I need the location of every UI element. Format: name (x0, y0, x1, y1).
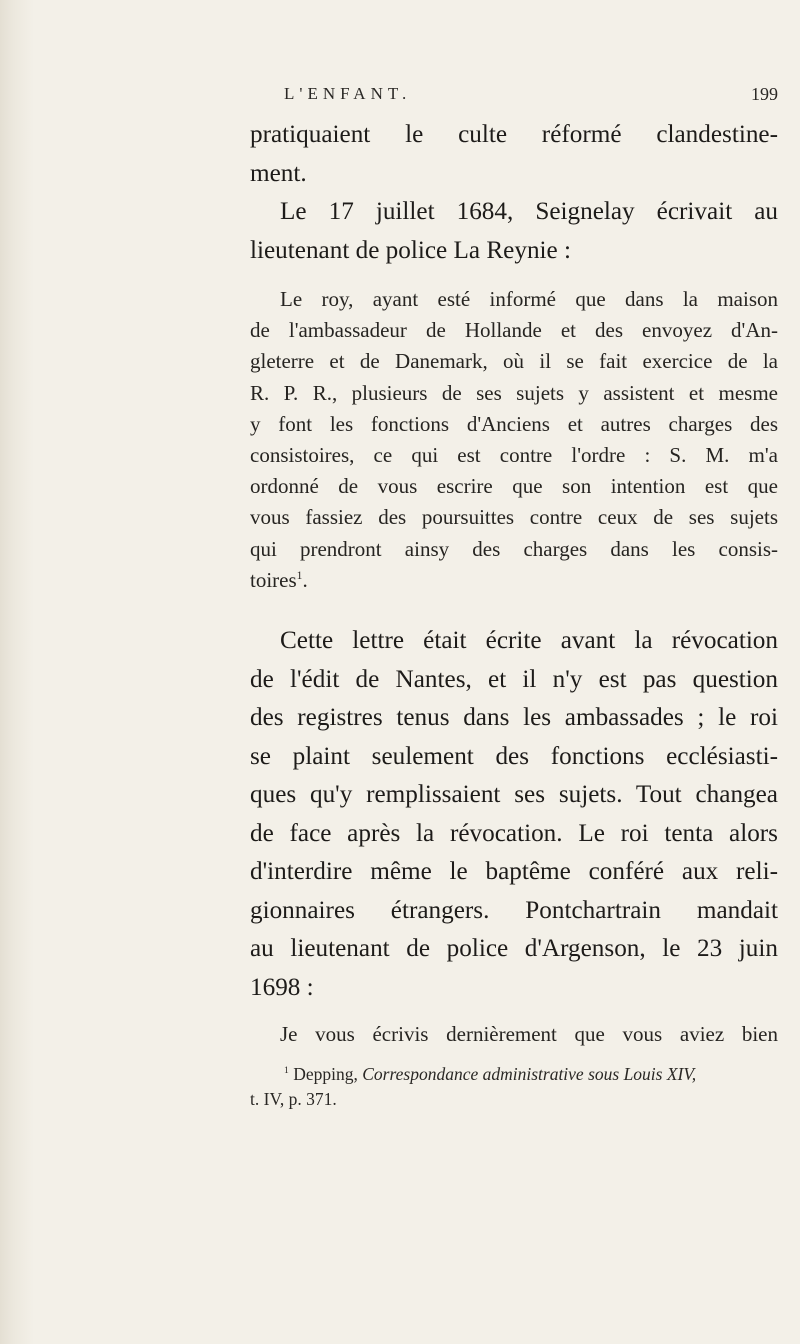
quote-line: Le roy, ayant esté informé que dans la maison (280, 287, 778, 311)
text-line: de l'édit de Nantes, et il n'y est pas question (250, 665, 778, 693)
text-line: se plaint seulement des fonctions ecclésiasti- (250, 742, 778, 770)
quote-line: vous fassiez des poursuittes contre ceux de ses sujets (250, 505, 778, 530)
text-line: 1698 : (250, 973, 314, 1001)
book-spine-shadow (0, 0, 34, 1344)
quote-line: de l'ambassadeur de Hollande et des envoyez d'An- (250, 318, 778, 343)
text-line: d'interdire même le baptême conféré aux reli- (250, 858, 778, 886)
quote-line: consistoires, ce qui est contre l'ordre : S. M. m'a (250, 443, 778, 468)
block-quote-letter (250, 284, 778, 596)
footnote-line (250, 1062, 778, 1087)
footnote-title: Correspondance administrative sous Louis XIV, (362, 1064, 697, 1085)
quote-line: R. P. R., plusieurs de ses sujets y assistent et mesme (250, 380, 778, 405)
running-head: L'ENFANT. (284, 84, 412, 103)
quote-end-punct: . (302, 567, 308, 592)
footnote-line: t. IV, p. 371. (250, 1089, 337, 1110)
block-quote-pontchartrain (250, 1019, 778, 1050)
text-line: ment. (250, 159, 307, 187)
footnote-marker: 1 (284, 1065, 289, 1077)
quote-line-last (250, 565, 778, 596)
quote-line: ordonné de vous escrire que son intention est que (250, 474, 778, 499)
quote-line: qui prendront ainsy des charges dans les consis- (250, 536, 778, 561)
book-page (250, 84, 778, 1112)
quote-line: gleterre et de Danemark, où il se fait exercice de la (250, 349, 778, 374)
text-line: des registres tenus dans les ambassades ; le roi (250, 704, 778, 732)
text-line: gionnaires étrangers. Pontchartrain mandait (250, 896, 778, 924)
text-line: ques qu'y remplissaient ses sujets. Tout changea (250, 781, 778, 809)
footnote (250, 1062, 778, 1112)
text-line: pratiquaient le culte réformé clandestine- (250, 121, 778, 148)
paragraph-revocation (250, 622, 778, 1007)
paragraph-seignelay (250, 193, 778, 270)
footnote-author: Depping, (293, 1064, 358, 1085)
quote-line: y font les fonctions d'Anciens et autres charges des (250, 411, 778, 436)
text-line: Cette lettre était écrite avant la révocation (280, 627, 778, 655)
paragraph-continuation (250, 116, 778, 193)
text-line: lieutenant de police La Reynie : (250, 236, 572, 264)
page-header (250, 84, 778, 116)
text-line: de face après la révocation. Le roi tenta alors (250, 819, 778, 847)
quote-line: Je vous écrivis dernièrement que vous aviez bien (280, 1022, 778, 1047)
footnote-reference: 1 (296, 569, 303, 582)
page-number: 199 (751, 84, 778, 104)
text-line: Le 17 juillet 1684, Seignelay écrivait au (280, 198, 778, 225)
text-line: au lieutenant de police d'Argenson, le 23 juin (250, 935, 778, 963)
quote-last-text: toires (250, 567, 297, 592)
